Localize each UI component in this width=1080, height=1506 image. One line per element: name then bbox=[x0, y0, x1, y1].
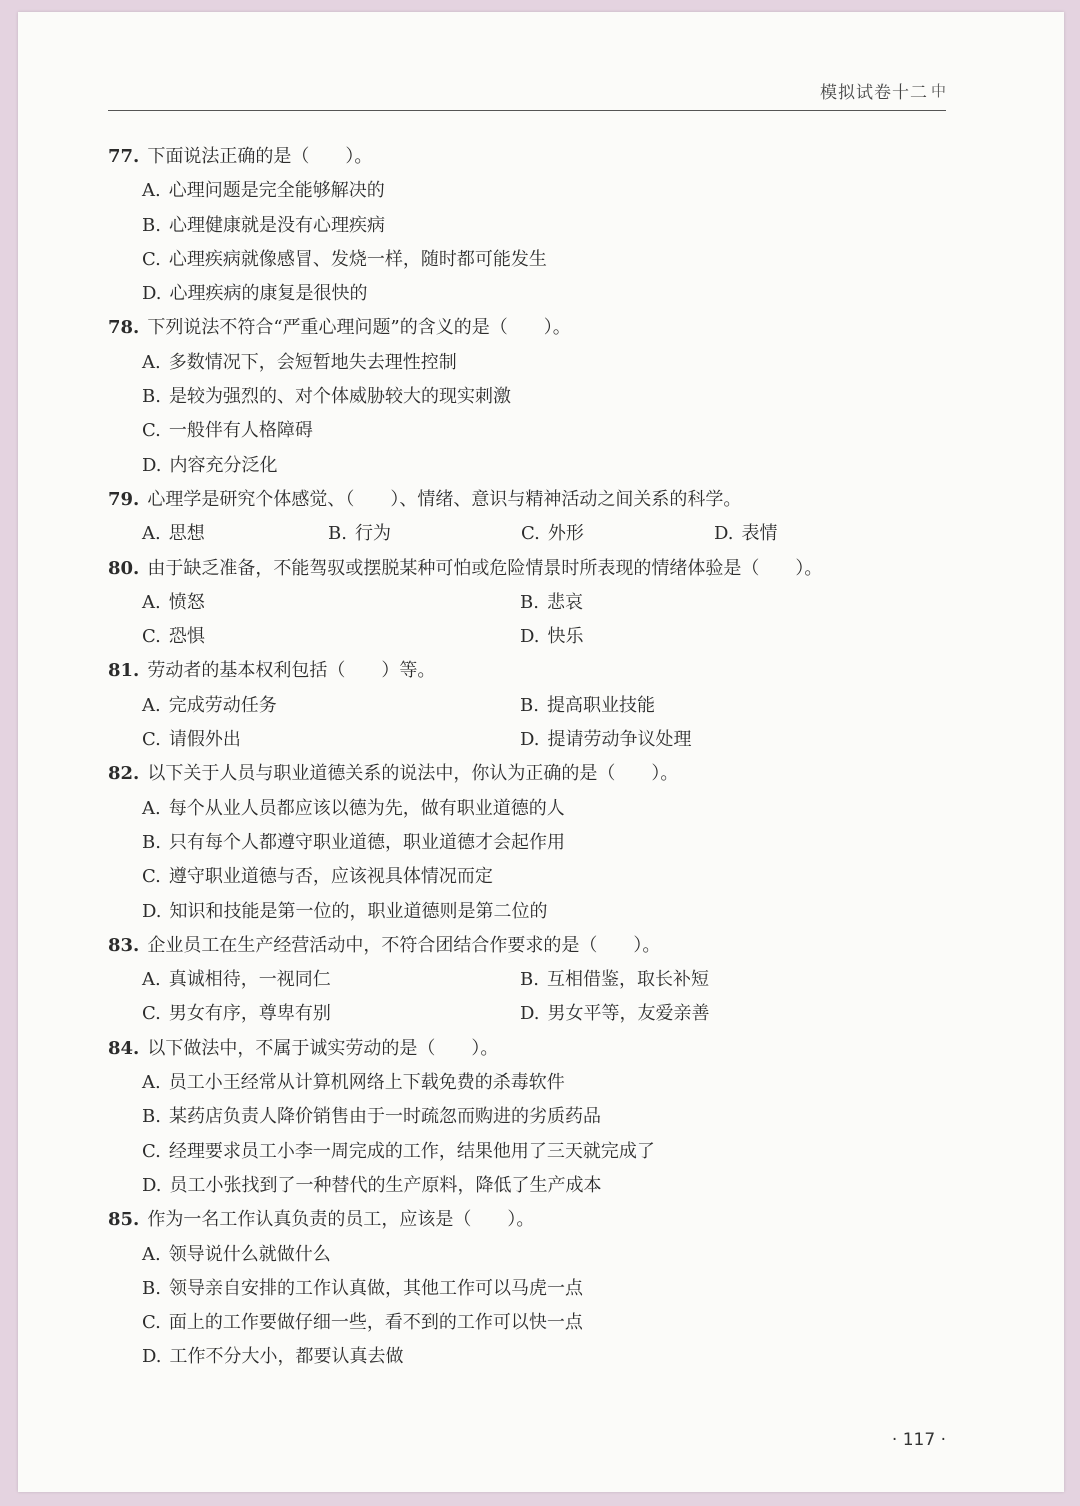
question-text: 下面说法正确的是（ ）。 bbox=[147, 146, 373, 167]
option-letter: D. bbox=[142, 283, 162, 305]
question-text: 劳动者的基本权利包括（ ）等。 bbox=[147, 660, 436, 682]
question-text: 心理学是研究个体感觉、（ ）、情绪、意识与精神活动之间关系的科学。 bbox=[147, 488, 742, 510]
option-d bbox=[108, 449, 958, 483]
option-text: 经理要求员工小李一周完成的工作，结果他用了三天就完成了 bbox=[168, 1140, 655, 1162]
option-text: 某药店负责人降价销售由于一时疏忽而购进的劣质药品 bbox=[168, 1106, 601, 1128]
option-c bbox=[142, 723, 520, 757]
question-stem bbox=[108, 1032, 958, 1066]
option-letter: A. bbox=[142, 1072, 161, 1094]
option-letter: D. bbox=[520, 626, 540, 648]
option-d bbox=[714, 517, 778, 551]
option-text: 遵守职业道德与否，应该视具体情况而定 bbox=[168, 866, 493, 888]
option-d bbox=[108, 277, 958, 311]
option-row bbox=[108, 517, 958, 551]
page-number: · 117 · bbox=[891, 1430, 946, 1450]
option-a bbox=[108, 792, 958, 826]
option-letter: B. bbox=[142, 1106, 161, 1128]
question-number: 78. bbox=[108, 317, 140, 339]
question-stem bbox=[108, 1203, 958, 1237]
option-letter: B. bbox=[142, 214, 161, 236]
question-78 bbox=[108, 311, 958, 482]
option-text: 真诚相待，一视同仁 bbox=[168, 969, 331, 991]
option-b bbox=[328, 517, 521, 551]
option-c bbox=[108, 414, 958, 448]
option-text: 心理问题是完全能够解决的 bbox=[168, 180, 385, 202]
question-85 bbox=[108, 1203, 958, 1374]
option-text: 心理疾病就像感冒、发烧一样，随时都可能发生 bbox=[168, 248, 547, 270]
question-number: 85. bbox=[108, 1209, 140, 1231]
option-text: 互相借鉴，取长补短 bbox=[546, 969, 709, 991]
option-d bbox=[520, 723, 692, 757]
option-text: 一般伴有人格障碍 bbox=[168, 420, 313, 442]
option-letter: D. bbox=[142, 454, 162, 476]
option-letter: D. bbox=[520, 729, 540, 751]
option-text: 恐惧 bbox=[168, 626, 205, 648]
option-text: 完成劳动任务 bbox=[168, 694, 277, 716]
option-c bbox=[108, 1135, 958, 1169]
document-page bbox=[18, 12, 1064, 1492]
question-stem bbox=[108, 483, 958, 517]
option-letter: C. bbox=[142, 248, 161, 270]
option-b bbox=[520, 963, 709, 997]
option-a bbox=[142, 586, 520, 620]
question-text: 以下关于人员与职业道德关系的说法中，你认为正确的是（ ）。 bbox=[147, 763, 679, 785]
option-d bbox=[108, 1340, 958, 1374]
question-number: 84. bbox=[108, 1037, 140, 1059]
option-text: 提高职业技能 bbox=[546, 694, 655, 716]
option-a bbox=[142, 517, 328, 551]
option-letter: C. bbox=[142, 866, 161, 888]
question-stem bbox=[108, 757, 958, 791]
running-header-title: 模拟试卷十二 bbox=[820, 83, 928, 103]
option-letter: D. bbox=[142, 1346, 162, 1368]
option-a bbox=[108, 1238, 958, 1272]
option-a bbox=[108, 174, 958, 208]
option-text: 外形 bbox=[547, 523, 584, 545]
question-number: 81. bbox=[108, 660, 140, 682]
question-number: 82. bbox=[108, 763, 140, 785]
option-letter: A. bbox=[142, 591, 161, 613]
question-stem bbox=[108, 552, 958, 586]
option-text: 心理疾病的康复是很快的 bbox=[169, 283, 368, 305]
option-b bbox=[108, 1100, 958, 1134]
question-stem bbox=[108, 929, 958, 963]
option-a bbox=[108, 346, 958, 380]
option-letter: C. bbox=[142, 420, 161, 442]
question-stem bbox=[108, 311, 958, 345]
option-text: 快乐 bbox=[547, 626, 584, 648]
option-b bbox=[108, 380, 958, 414]
option-text: 员工小张找到了一种替代的生产原料，降低了生产成本 bbox=[169, 1174, 602, 1196]
option-letter: C. bbox=[142, 729, 161, 751]
option-c bbox=[108, 860, 958, 894]
option-text: 知识和技能是第一位的，职业道德则是第二位的 bbox=[169, 900, 548, 922]
option-c bbox=[142, 997, 520, 1031]
option-letter: A. bbox=[142, 351, 161, 373]
question-number: 79. bbox=[108, 488, 140, 510]
option-row bbox=[108, 963, 958, 997]
option-letter: A. bbox=[142, 1243, 161, 1265]
option-letter: B. bbox=[142, 386, 161, 408]
question-text: 下列说法不符合“严重心理问题”的含义的是（ ）。 bbox=[147, 317, 571, 339]
option-d bbox=[108, 895, 958, 929]
option-letter: C. bbox=[142, 1140, 161, 1162]
option-c bbox=[108, 243, 958, 277]
option-b bbox=[108, 209, 958, 243]
question-stem bbox=[108, 140, 958, 174]
option-text: 愤怒 bbox=[168, 591, 205, 613]
option-letter: A. bbox=[142, 523, 161, 545]
option-a bbox=[142, 689, 520, 723]
option-letter: C. bbox=[521, 523, 540, 545]
option-row bbox=[108, 689, 958, 723]
question-82 bbox=[108, 757, 958, 928]
question-text: 作为一名工作认真负责的员工，应该是（ ）。 bbox=[147, 1209, 535, 1231]
option-b bbox=[108, 1272, 958, 1306]
question-list bbox=[108, 140, 958, 1375]
option-c bbox=[521, 517, 714, 551]
option-letter: B. bbox=[520, 694, 539, 716]
question-text: 企业员工在生产经营活动中，不符合团结合作要求的是（ ）。 bbox=[147, 934, 661, 956]
question-text: 以下做法中，不属于诚实劳动的是（ ）。 bbox=[147, 1037, 499, 1059]
question-number: 83. bbox=[108, 934, 140, 956]
option-text: 请假外出 bbox=[168, 729, 241, 751]
question-stem bbox=[108, 654, 958, 688]
option-letter: A. bbox=[142, 797, 161, 819]
question-79 bbox=[108, 483, 958, 552]
question-83 bbox=[108, 929, 958, 1032]
option-letter: A. bbox=[142, 694, 161, 716]
question-84 bbox=[108, 1032, 958, 1203]
option-text: 提请劳动争议处理 bbox=[547, 729, 692, 751]
option-letter: B. bbox=[328, 523, 347, 545]
option-letter: D. bbox=[142, 1174, 162, 1196]
option-text: 员工小王经常从计算机网络上下载免费的杀毒软件 bbox=[168, 1072, 565, 1094]
option-text: 行为 bbox=[354, 523, 391, 545]
option-text: 只有每个人都遵守职业道德，职业道德才会起作用 bbox=[168, 831, 565, 853]
option-text: 面上的工作要做仔细一些，看不到的工作可以快一点 bbox=[168, 1312, 583, 1334]
option-text: 多数情况下，会短暂地失去理性控制 bbox=[168, 351, 457, 373]
option-letter: D. bbox=[714, 523, 734, 545]
question-80 bbox=[108, 552, 958, 655]
option-text: 心理健康就是没有心理疾病 bbox=[168, 214, 385, 236]
chapter-icon: 中 bbox=[930, 82, 946, 100]
option-text: 内容充分泛化 bbox=[169, 454, 278, 476]
option-text: 领导说什么就做什么 bbox=[168, 1243, 331, 1265]
option-letter: B. bbox=[142, 831, 161, 853]
option-row bbox=[108, 723, 958, 757]
option-text: 领导亲自安排的工作认真做，其他工作可以马虎一点 bbox=[168, 1277, 583, 1299]
option-text: 悲哀 bbox=[546, 591, 583, 613]
option-text: 表情 bbox=[741, 523, 778, 545]
option-b bbox=[520, 586, 583, 620]
option-text: 是较为强烈的、对个体威胁较大的现实刺激 bbox=[168, 386, 511, 408]
option-d bbox=[108, 1169, 958, 1203]
option-a bbox=[142, 963, 520, 997]
option-text: 思想 bbox=[168, 523, 205, 545]
option-a bbox=[108, 1066, 958, 1100]
option-c bbox=[142, 620, 520, 654]
option-letter: A. bbox=[142, 969, 161, 991]
option-letter: C. bbox=[142, 1312, 161, 1334]
question-text: 由于缺乏准备，不能驾驭或摆脱某种可怕或危险情景时所表现的情绪体验是（ ）。 bbox=[147, 557, 823, 579]
option-row bbox=[108, 586, 958, 620]
option-b bbox=[520, 689, 655, 723]
option-row bbox=[108, 997, 958, 1031]
question-number: 77. bbox=[108, 146, 140, 167]
option-text: 工作不分大小，都要认真去做 bbox=[169, 1346, 404, 1368]
option-letter: B. bbox=[520, 969, 539, 991]
question-81 bbox=[108, 654, 958, 757]
question-number: 80. bbox=[108, 557, 140, 579]
header-rule bbox=[108, 110, 946, 111]
option-row bbox=[108, 620, 958, 654]
option-letter: D. bbox=[142, 900, 162, 922]
option-letter: C. bbox=[142, 1003, 161, 1025]
option-c bbox=[108, 1306, 958, 1340]
option-d bbox=[520, 997, 710, 1031]
option-text: 男女平等，友爱亲善 bbox=[547, 1003, 710, 1025]
option-d bbox=[520, 620, 584, 654]
option-letter: B. bbox=[520, 591, 539, 613]
question-77 bbox=[108, 140, 958, 311]
option-text: 男女有序，尊卑有别 bbox=[168, 1003, 331, 1025]
option-text: 每个从业人员都应该以德为先，做有职业道德的人 bbox=[168, 797, 565, 819]
option-b bbox=[108, 826, 958, 860]
option-letter: D. bbox=[520, 1003, 540, 1025]
option-letter: B. bbox=[142, 1277, 161, 1299]
option-letter: C. bbox=[142, 626, 161, 648]
option-letter: A. bbox=[142, 180, 161, 202]
